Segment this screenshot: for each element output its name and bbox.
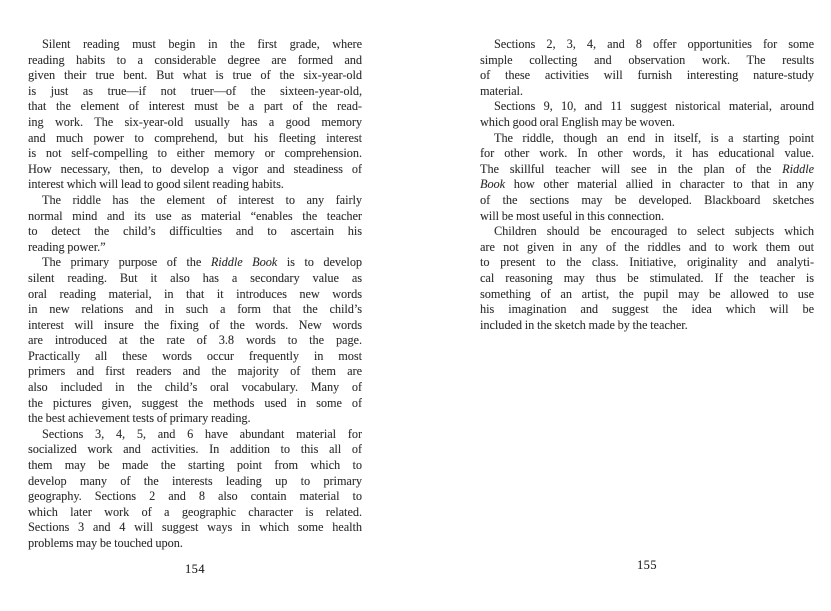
text-line: How necessary, then, to develop a vigor and steadiness of bbox=[28, 161, 362, 176]
text-line: and much power to comprehend, but his fleeting interest bbox=[28, 130, 362, 145]
text-line: are not given in any of the riddles and to work them out bbox=[480, 239, 814, 254]
text-line: simple collecting and observation work. The results bbox=[480, 52, 814, 67]
text-line: primers and first readers and the majority of them are bbox=[28, 364, 362, 379]
text-line: will be most useful in this connection. bbox=[480, 208, 665, 223]
text-line: which good oral English may be woven. bbox=[480, 114, 675, 129]
text-line: Sections 3 and 4 will suggest ways in which some health bbox=[28, 520, 362, 535]
text-line: geography. Sections 2 and 8 also contain material to bbox=[28, 489, 362, 504]
text-line: interest which will lead to good silent reading habits. bbox=[28, 177, 284, 192]
text-line: The riddle, though an end in itself, is a starting point bbox=[494, 130, 814, 145]
text-line: the pictures given, suggest the methods used in some of bbox=[28, 395, 362, 410]
text-line: Sections 2, 3, 4, and 8 offer opportunities for some bbox=[494, 37, 814, 51]
paragraph bbox=[28, 255, 362, 427]
text-line: are introduced at the rate of 3.8 words to the page. bbox=[28, 333, 362, 348]
text-line: The primary purpose of the Riddle Book is to develop bbox=[42, 255, 362, 270]
text-line: Silent reading must begin in the first grade, where bbox=[42, 37, 362, 51]
page-number-right: 155 bbox=[637, 558, 657, 572]
text-line: them may be made the starting point from which to bbox=[28, 458, 362, 473]
text-line: included in the sketch made by the teacher. bbox=[480, 317, 688, 332]
page-number-left: 154 bbox=[185, 562, 205, 576]
italic-text: Riddle Book bbox=[210, 255, 278, 270]
text-line: The riddle has the element of interest to any fairly bbox=[42, 192, 362, 207]
text-line: interest will insure the fixing of the words. New words bbox=[28, 317, 362, 332]
text-line: Sections 3, 4, 5, and 6 have abundant material for bbox=[42, 426, 362, 441]
paragraph bbox=[28, 37, 362, 193]
text-line: The skillful teacher will see in the plan of the Riddle bbox=[480, 161, 814, 176]
text-line: cal reasoning may thus be stimulated. If the teacher is bbox=[480, 270, 814, 285]
text-line: Children should be encouraged to select subjects which bbox=[494, 224, 814, 239]
text-line: material. bbox=[480, 83, 523, 98]
paragraph bbox=[28, 427, 362, 552]
text-line: to detect the child’s difficulties and to ascertain his bbox=[28, 224, 362, 239]
text-line: of these activities will furnish interesting nature-study bbox=[480, 68, 814, 83]
text-line: in new relations and in such a form that the child’s bbox=[28, 302, 362, 317]
page-right bbox=[480, 37, 814, 333]
text-line: given their true bent. But what is true of the six-year-old bbox=[28, 68, 362, 83]
text-line: his imagination and suggest the idea which will be bbox=[480, 302, 814, 317]
text-line: oral reading material, in that it introduces new words bbox=[28, 286, 362, 301]
italic-text: Book bbox=[480, 177, 506, 192]
text-line: something of an artist, the pupil may be allowed to use bbox=[480, 286, 814, 301]
text-line: ing work. The six-year-old usually has a good memory bbox=[28, 114, 362, 129]
text-line: the best achievement tests of primary reading. bbox=[28, 411, 251, 426]
text-line: silent reading. But it also has a secondary value as bbox=[28, 270, 362, 285]
paragraph bbox=[28, 193, 362, 255]
text-line: problems may be touched upon. bbox=[28, 536, 183, 550]
text-line: is just as true—if not truer—of the sixteen-year-old, bbox=[28, 83, 362, 98]
text-line: to present to the class. Initiative, originality and analyti- bbox=[480, 255, 814, 270]
text-line: of the sections may be developed. Blackboard sketches bbox=[480, 192, 814, 207]
text-line: that the element of interest must be a part of the read- bbox=[28, 99, 362, 114]
paragraph bbox=[480, 37, 814, 99]
text-line: Sections 9, 10, and 11 suggest nistorical material, around bbox=[494, 99, 814, 114]
text-line: reading power.” bbox=[28, 239, 106, 254]
page-text-right bbox=[480, 37, 814, 333]
text-line: which later work of a geographic character is related. bbox=[28, 504, 362, 519]
text-line: is not self-compelling to either memory or comprehension. bbox=[28, 146, 362, 161]
paragraph bbox=[480, 99, 814, 130]
text-line: socialized work and activities. In addition to this all of bbox=[28, 442, 362, 457]
italic-text: Riddle bbox=[782, 161, 814, 176]
page-left bbox=[28, 37, 362, 552]
text-line: Book how other material allied in character to that in any bbox=[480, 177, 814, 192]
paragraph bbox=[480, 224, 814, 333]
text-line: develop many of the interests leading up to primary bbox=[28, 473, 362, 488]
text-line: reading habits to a considerable degree are formed and bbox=[28, 52, 362, 67]
text-line: normal mind and its use as material “enables the teacher bbox=[28, 208, 362, 223]
page-text-left bbox=[28, 37, 362, 552]
text-line: also included in the child’s oral vocabulary. Many of bbox=[28, 380, 362, 395]
text-line: Practically all these words occur frequently in most bbox=[28, 348, 362, 363]
paragraph bbox=[480, 131, 814, 225]
text-line: for other work. In other words, it has educational value. bbox=[480, 146, 814, 161]
